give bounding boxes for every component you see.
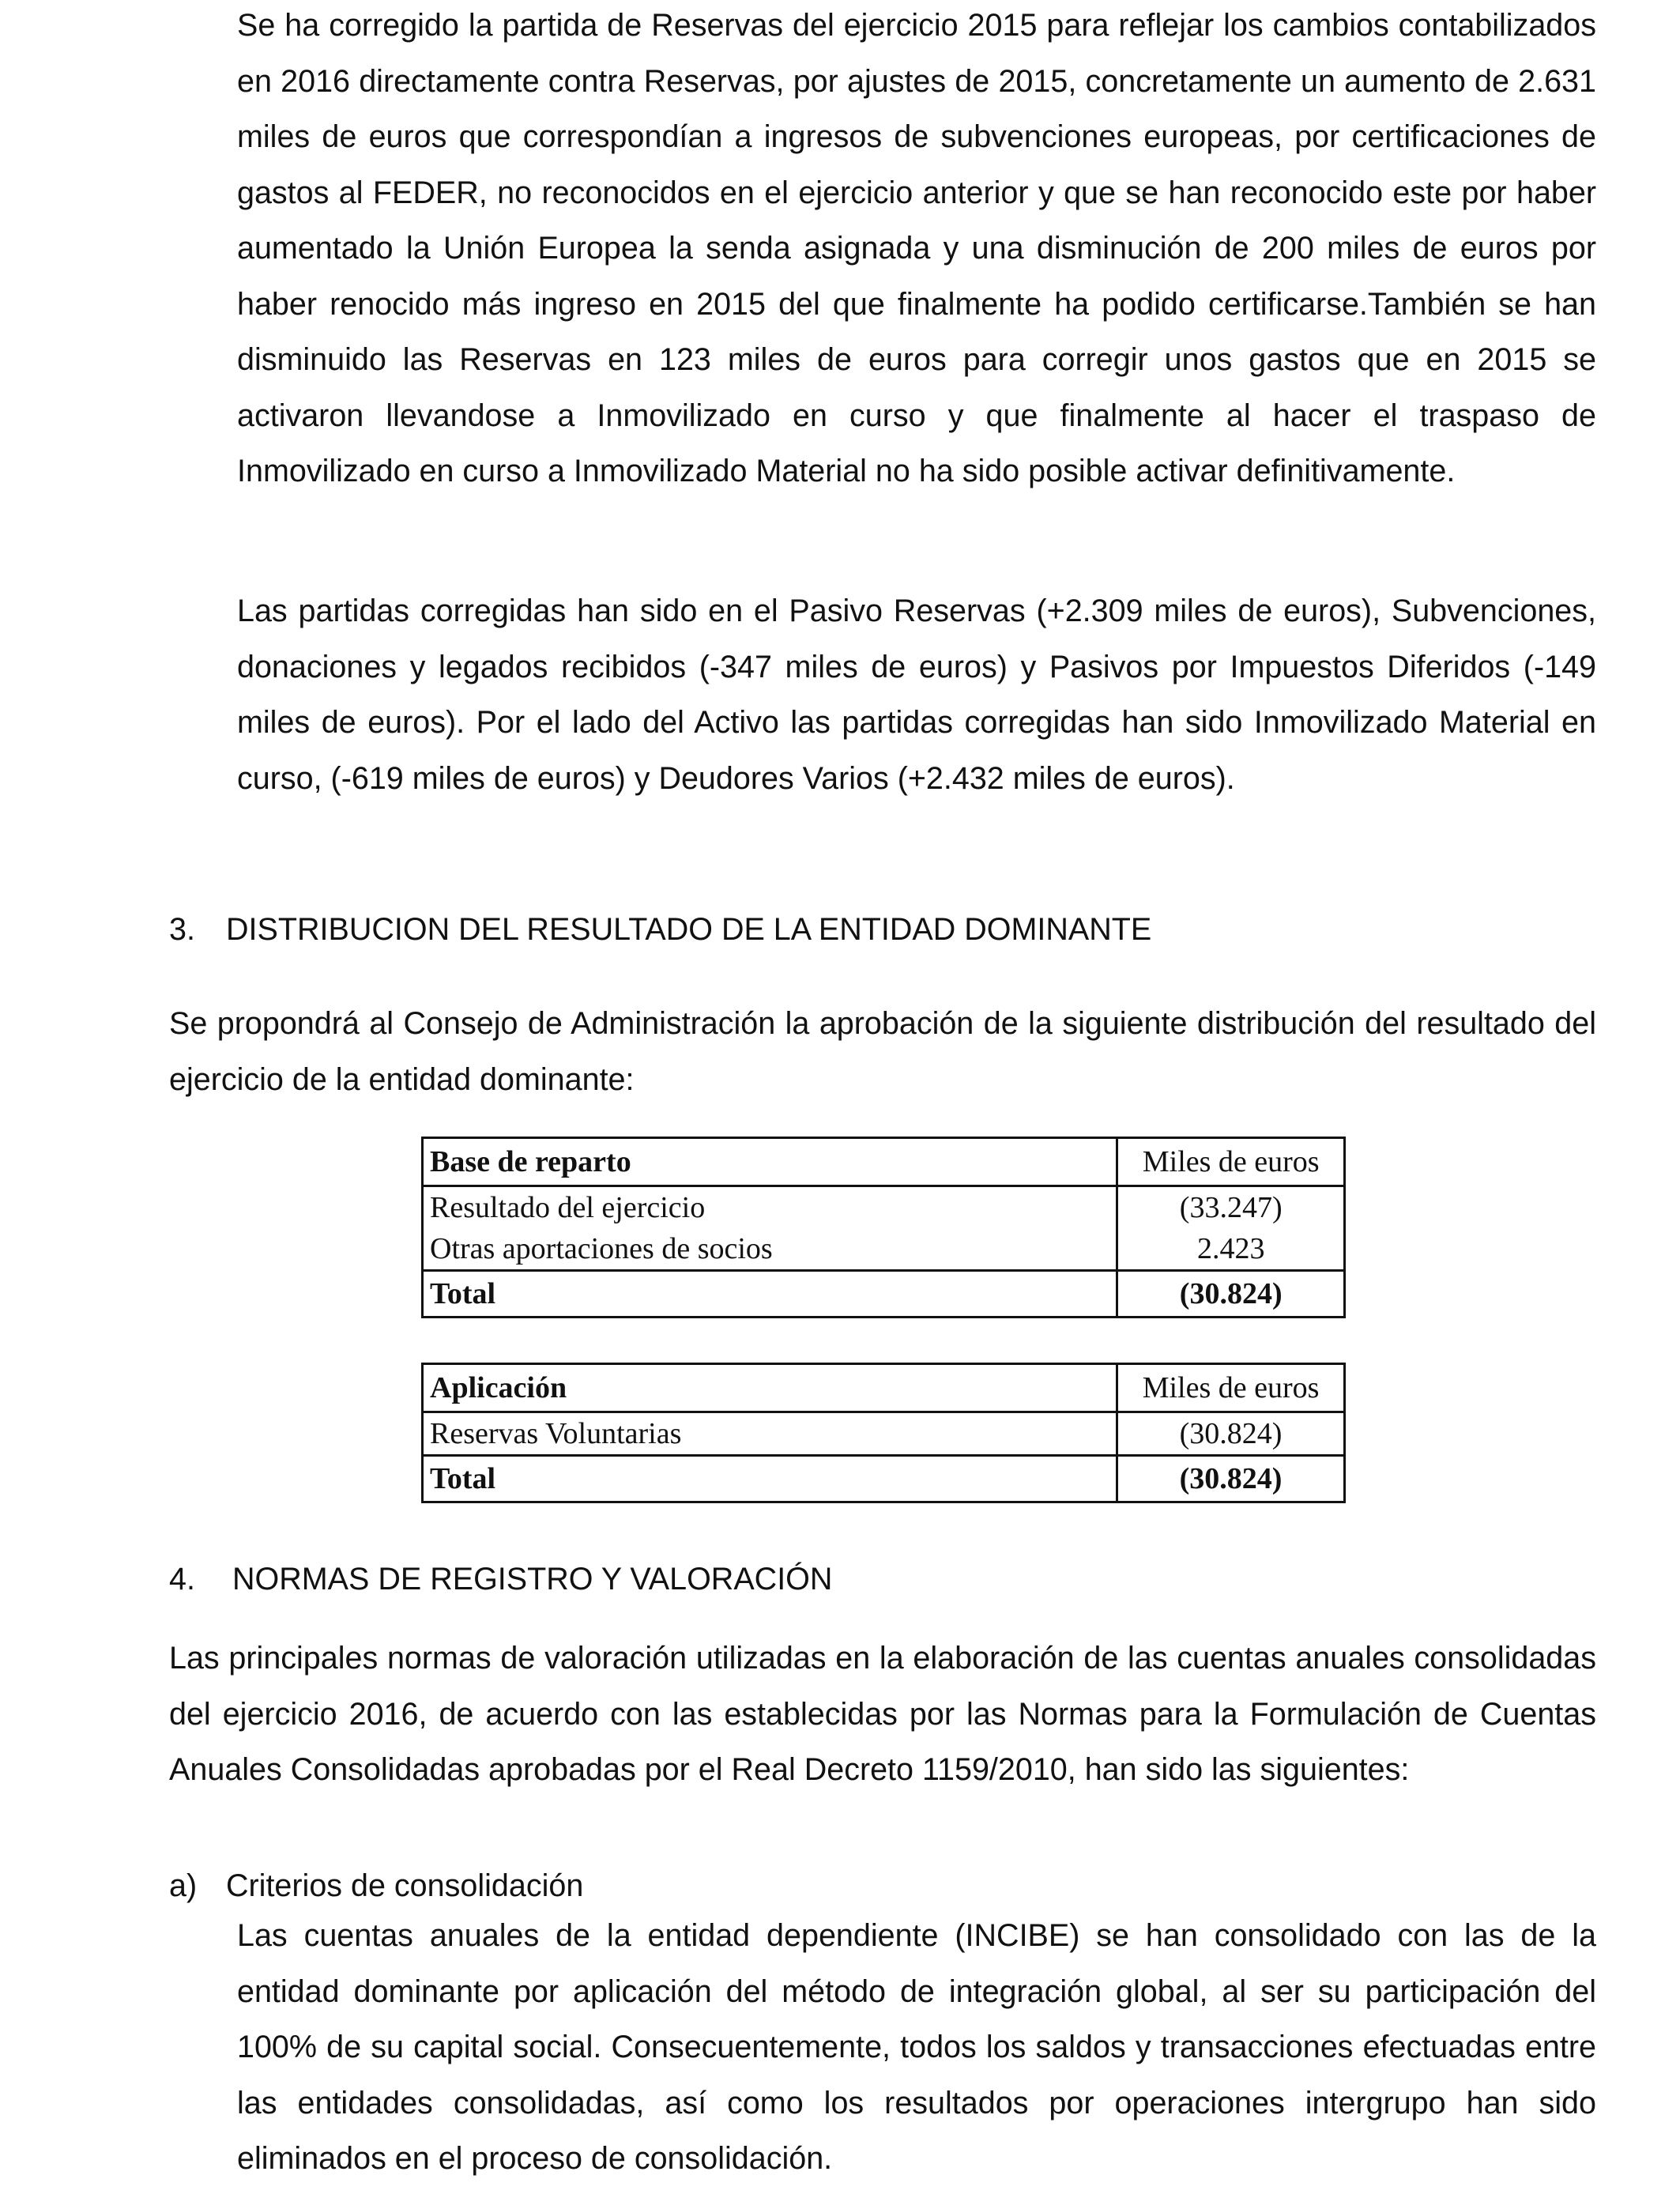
table-total-label: Total xyxy=(423,1271,1117,1318)
section-4-intro: Las principales normas de valoración utilizadas en la elaboración de las cuentas anuales consolidadas del ejercicio 2016, de acuerdo con las establecidas por las Normas para la Formulación de Cuentas Anuales Consolidadas aprobadas por el Real Decreto 1159/2010, han sido las siguientes: xyxy=(169,1641,1596,1787)
table-base-reparto xyxy=(421,1137,1346,1318)
table-cell-value: (30.824) xyxy=(1117,1412,1345,1456)
section-4-heading xyxy=(169,1555,832,1603)
section-3-intro: Se propondrá al Consejo de Administración la aprobación de la siguiente distribución del resultado del ejercicio de la entidad dominante: xyxy=(169,1006,1596,1097)
table-total-row xyxy=(423,1271,1345,1318)
list-item-a-title: Criterios de consolidación xyxy=(226,1868,584,1903)
table-row xyxy=(423,1186,1345,1229)
table-cell-value: (33.247) xyxy=(1117,1186,1345,1229)
table-aplicacion xyxy=(421,1363,1346,1503)
table-header-unit: Miles de euros xyxy=(1117,1138,1345,1186)
table-cell-value: 2.423 xyxy=(1117,1228,1345,1271)
paragraph-partidas-corregidas: Las partidas corregidas han sido en el Pasivo Reservas (+2.309 miles de euros), Subvenciones, donaciones y legados recibidos (-347 miles de euros) y Pasivos por Impuestos Diferidos (-149 miles de euros). Por el lado del Activo las partidas corregidas han sido Inmovilizado Material en curso, (-619 miles de euros) y Deudores Varios (+2.432 miles de euros). xyxy=(237,594,1596,796)
section-3-title: DISTRIBUCION DEL RESULTADO DE LA ENTIDAD DOMINANTE xyxy=(226,912,1152,947)
table-cell-label: Otras aportaciones de socios xyxy=(423,1228,1117,1271)
section-3-number: 3. xyxy=(169,912,195,947)
table-header-label: Aplicación xyxy=(423,1364,1117,1412)
table-header-row xyxy=(423,1364,1345,1412)
paragraph-reservas-correction: Se ha corregido la partida de Reservas del ejercicio 2015 para reflejar los cambios contabilizados en 2016 directamente contra Reservas, por ajustes de 2015, concretamente un aumento de 2.631 miles de euros que correspondían a ingresos de subvenciones europeas, por certificaciones de gastos al FEDER, no reconocidos en el ejercicio anterior y que se han reconocido este por haber aumentado la Unión Europea la senda asignada y una disminución de 200 miles de euros por haber renocido más ingreso en 2015 del que finalmente ha podido certificarse.También se han disminuido las Reservas en 123 miles de euros para corregir unos gastos que en 2015 se activaron llevandose a Inmovilizado en curso y que finalmente al hacer el traspaso de Inmovilizado en curso a Inmovilizado Material no ha sido posible activar definitivamente. xyxy=(237,8,1596,488)
section-3-heading xyxy=(169,906,1151,953)
table-row xyxy=(423,1228,1345,1271)
section-4-title: NORMAS DE REGISTRO Y VALORACIÓN xyxy=(232,1562,833,1596)
table-header-unit: Miles de euros xyxy=(1117,1364,1345,1412)
table-cell-label: Reservas Voluntarias xyxy=(423,1412,1117,1456)
table-header-label: Base de reparto xyxy=(423,1138,1117,1186)
list-item-a-heading xyxy=(169,1862,583,1909)
table-total-label: Total xyxy=(423,1456,1117,1502)
table-cell-label: Resultado del ejercicio xyxy=(423,1186,1117,1229)
paragraph-criterios-consolidacion: Las cuentas anuales de la entidad dependiente (INCIBE) se han consolidado con las de la entidad dominante por aplicación del método de integración global, al ser su participación del 100% de su capital social. Consecuentemente, todos los saldos y transacciones efectuadas entre las entidades consolidadas, así como los resultados por operaciones intergrupo han sido eliminados en el proceso de consolidación. xyxy=(237,1918,1596,2176)
list-item-a-label: a) xyxy=(169,1868,198,1903)
table-row xyxy=(423,1412,1345,1456)
table-total-row xyxy=(423,1456,1345,1502)
section-4-number: 4. xyxy=(169,1562,195,1596)
table-header-row xyxy=(423,1138,1345,1186)
table-total-value: (30.824) xyxy=(1117,1271,1345,1318)
table-total-value: (30.824) xyxy=(1117,1456,1345,1502)
